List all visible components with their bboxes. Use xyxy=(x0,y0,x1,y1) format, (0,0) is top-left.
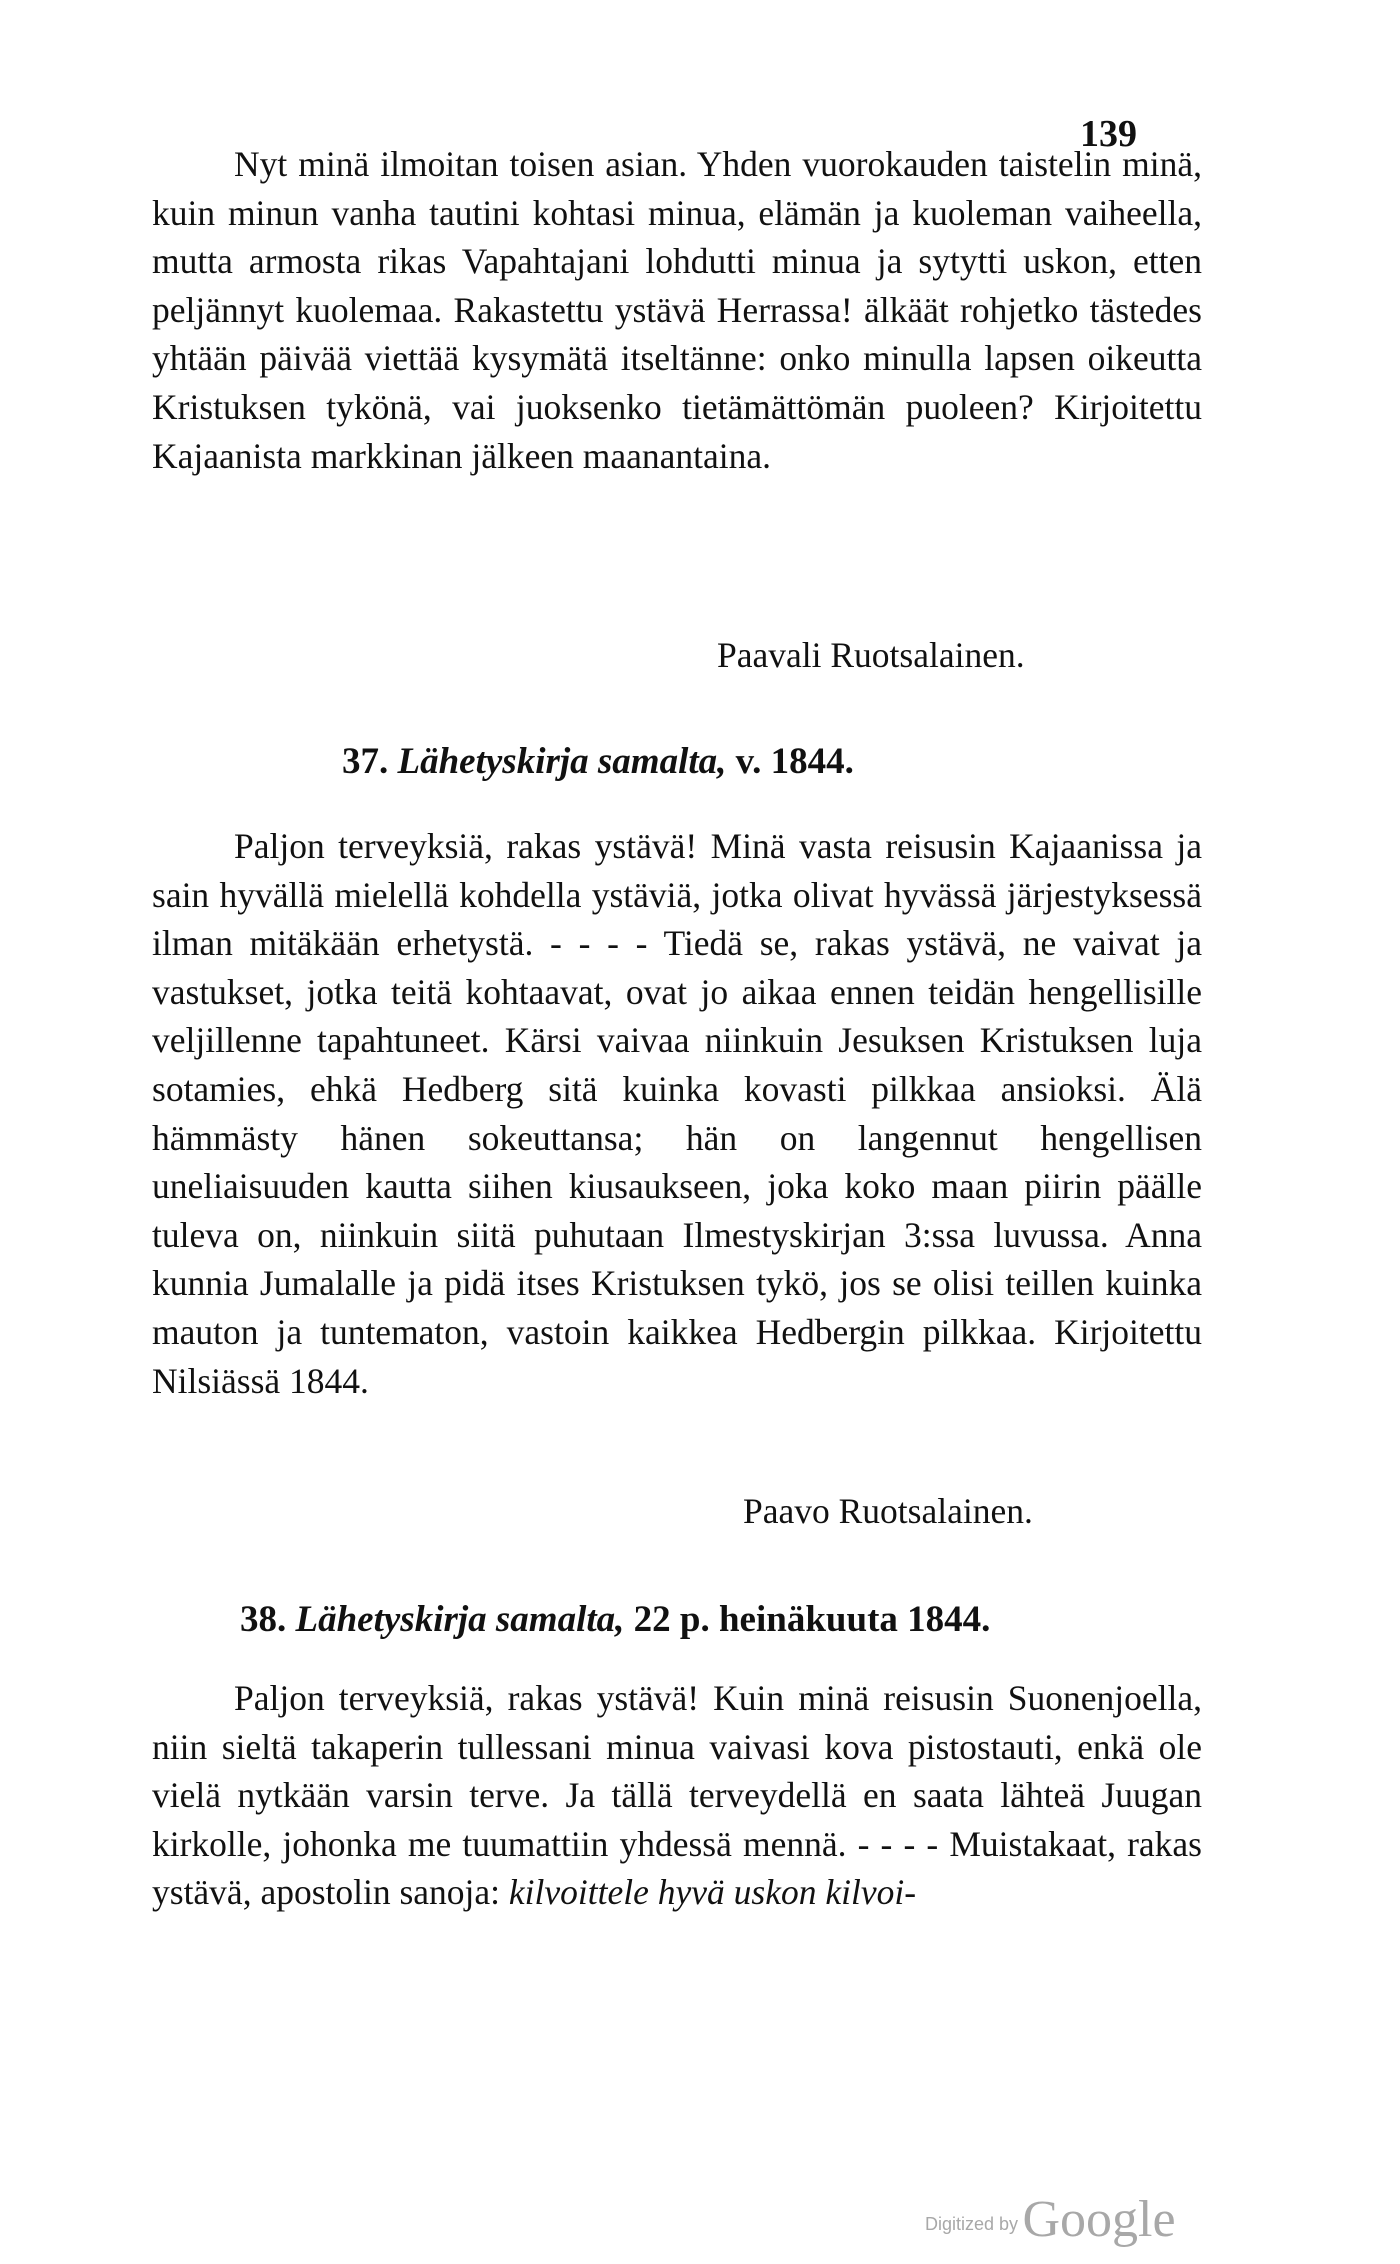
letter-36-paragraph: Nyt minä ilmoitan toisen asian. Yhden vuorokauden taistelin minä, kuin minun vanha tautini kohtasi minua, elämän ja kuoleman vaiheella, mutta armosta rikas Vapahtajani lohdutti minua ja sytytti uskon, etten peljännyt kuolemaa. Rakastettu ystävä Herrassa! älkäät rohjetko tästedes yhtään päivää viettää kysymätä itseltänne: onko minulla lapsen oikeutta Kristuksen tykönä, vai juoksenko tietämättömän puoleen? Kirjoitettu Kajaanista markkinan jälkeen maanantaina. xyxy=(152,144,1202,476)
letter-37-number: 37. xyxy=(342,741,389,782)
letter-36-body xyxy=(152,140,1202,480)
letter-36-signature: Paavali Ruotsalainen. xyxy=(717,635,1025,675)
page-number: 139 xyxy=(1080,113,1137,155)
letter-38-paragraph-wrap xyxy=(152,1674,1202,1917)
watermark-prefix: Digitized by xyxy=(925,2214,1019,2234)
letter-37-paragraph: Paljon terveyksiä, rakas ystävä! Minä vasta reisusin Kajaanissa ja sain hyvällä mielellä kohdella ystäviä, jotka olivat hyvässä järjestyksessä ilman mitäkään erhetystä. - - - - Tiedä se, rakas ystävä, ne vaivat ja vastukset, jotka teitä kohtaavat, ovat jo aikaa ennen teidän hengellisille veljillenne tapahtuneet. Kärsi vaivaa niinkuin Jesuksen Kristuksen luja sotamies, ehkä Hedberg sitä kuinka kovasti pilkkaa ansioksi. Älä hämmästy hänen sokeuttansa; hän on langennut hengellisen uneliaisuuden kautta siihen kiusaukseen, joka koko maan piirin päälle tuleva on, niinkuin siitä puhutaan Ilmestyskirjan 3:ssa luvussa. Anna kunnia Jumalalle ja pidä itses Kristuksen tykö, jos se olisi teillen kuinka mauton ja tuntematon, vastoin kaikkea Hedbergin pilkkaa. Kirjoitettu Nilsiässä 1844. xyxy=(152,826,1202,1401)
letter-38-body xyxy=(152,1674,1202,1917)
letter-38-italic-tail: kilvoittele hyvä uskon kilvoi- xyxy=(508,1872,917,1913)
letter-37-signature: Paavo Ruotsalainen. xyxy=(743,1491,1033,1531)
letter-38-heading xyxy=(240,1598,990,1641)
letter-38-paragraph: Paljon terveyksiä, rakas ystävä! Kuin minä reisusin Suonenjoella, niin sieltä takaperin tullessani minua vaivasi kova pistostauti, enkä ole vielä nytkään varsin terve. Ja tällä terveydellä en saata lähteä Juugan kirkolle, johonka me tuumattiin yhdessä mennä. - - - - Muistakaat, rakas ystävä, apostolin sanoja: xyxy=(152,1678,1202,1913)
letter-37-body xyxy=(152,822,1202,1405)
letter-37-title: Lähetyskirja samalta, xyxy=(397,741,727,782)
letter-38-title: Lähetyskirja samalta, xyxy=(295,1599,625,1640)
letter-38-date: 22 p. heinäkuuta 1844. xyxy=(633,1599,991,1640)
letter-38-number: 38. xyxy=(240,1599,287,1640)
letter-37-date: v. 1844. xyxy=(735,741,854,782)
google-logo: Google xyxy=(1022,2191,1176,2248)
digitized-by-google-watermark xyxy=(925,2190,1176,2249)
letter-37-heading xyxy=(342,740,854,783)
